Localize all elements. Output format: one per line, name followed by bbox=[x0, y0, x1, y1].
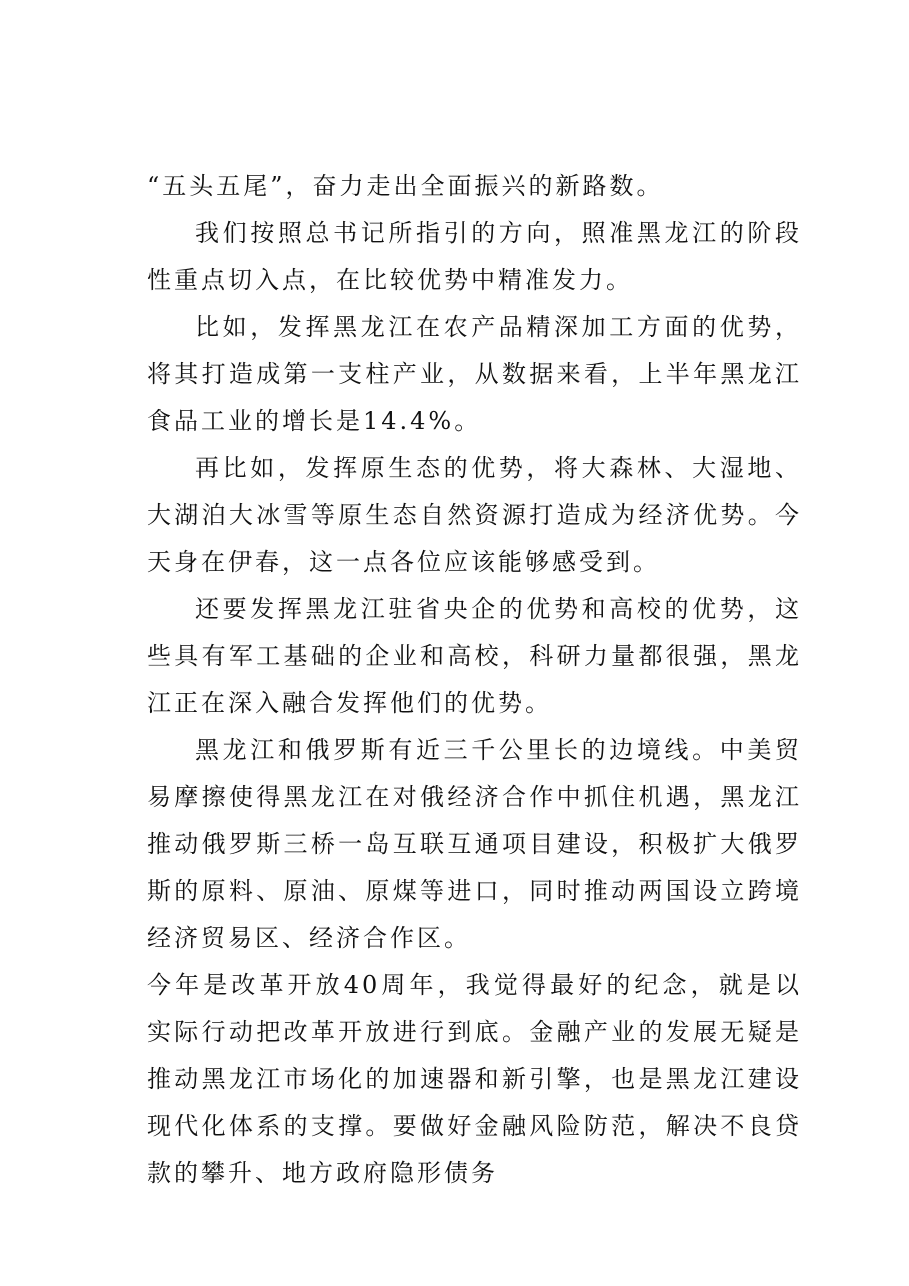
document-body bbox=[147, 163, 802, 1197]
paragraph-continuation: “五头五尾”，奋力走出全面振兴的新路数。 bbox=[147, 172, 664, 200]
paragraph-enterprises: 还要发挥黑龙江驻省央企的优势和高校的优势，这些具有军工基础的企业和高校，科研力量都很强，黑龙江正在深入融合发挥他们的优势。 bbox=[147, 595, 802, 717]
paragraph-ecology: 再比如，发挥原生态的优势，将大森林、大湿地、大湖泊大冰雪等原生态自然资源打造成为经济优势。今天身在伊春，这一点各位应该能够感受到。 bbox=[147, 454, 802, 576]
paragraph-russia: 黑龙江和俄罗斯有近三千公里长的边境线。中美贸易摩擦使得黑龙江在对俄经济合作中抓住机遇，黑龙江推动俄罗斯三桥一岛互联互通项目建设，积极扩大俄罗斯的原料、原油、原煤等进口，同时推动两国设立跨境经济贸易区、经济合作区。 bbox=[147, 736, 802, 952]
paragraph-direction: 我们按照总书记所指引的方向，照准黑龙江的阶段性重点切入点，在比较优势中精准发力。 bbox=[147, 219, 802, 294]
paragraph-agriculture: 比如，发挥黑龙江在农产品精深加工方面的优势，将其打造成第一支柱产业，从数据来看，上半年黑龙江食品工业的增长是14.4%。 bbox=[147, 313, 802, 435]
paragraph-reform: 今年是改革开放40周年，我觉得最好的纪念，就是以实际行动把改革开放进行到底。金融产业的发展无疑是推动黑龙江市场化的加速器和新引擎，也是黑龙江建设现代化体系的支撑。要做好金融风险防范，解决不良贷款的攀升、地方政府隐形债务 bbox=[147, 971, 802, 1187]
